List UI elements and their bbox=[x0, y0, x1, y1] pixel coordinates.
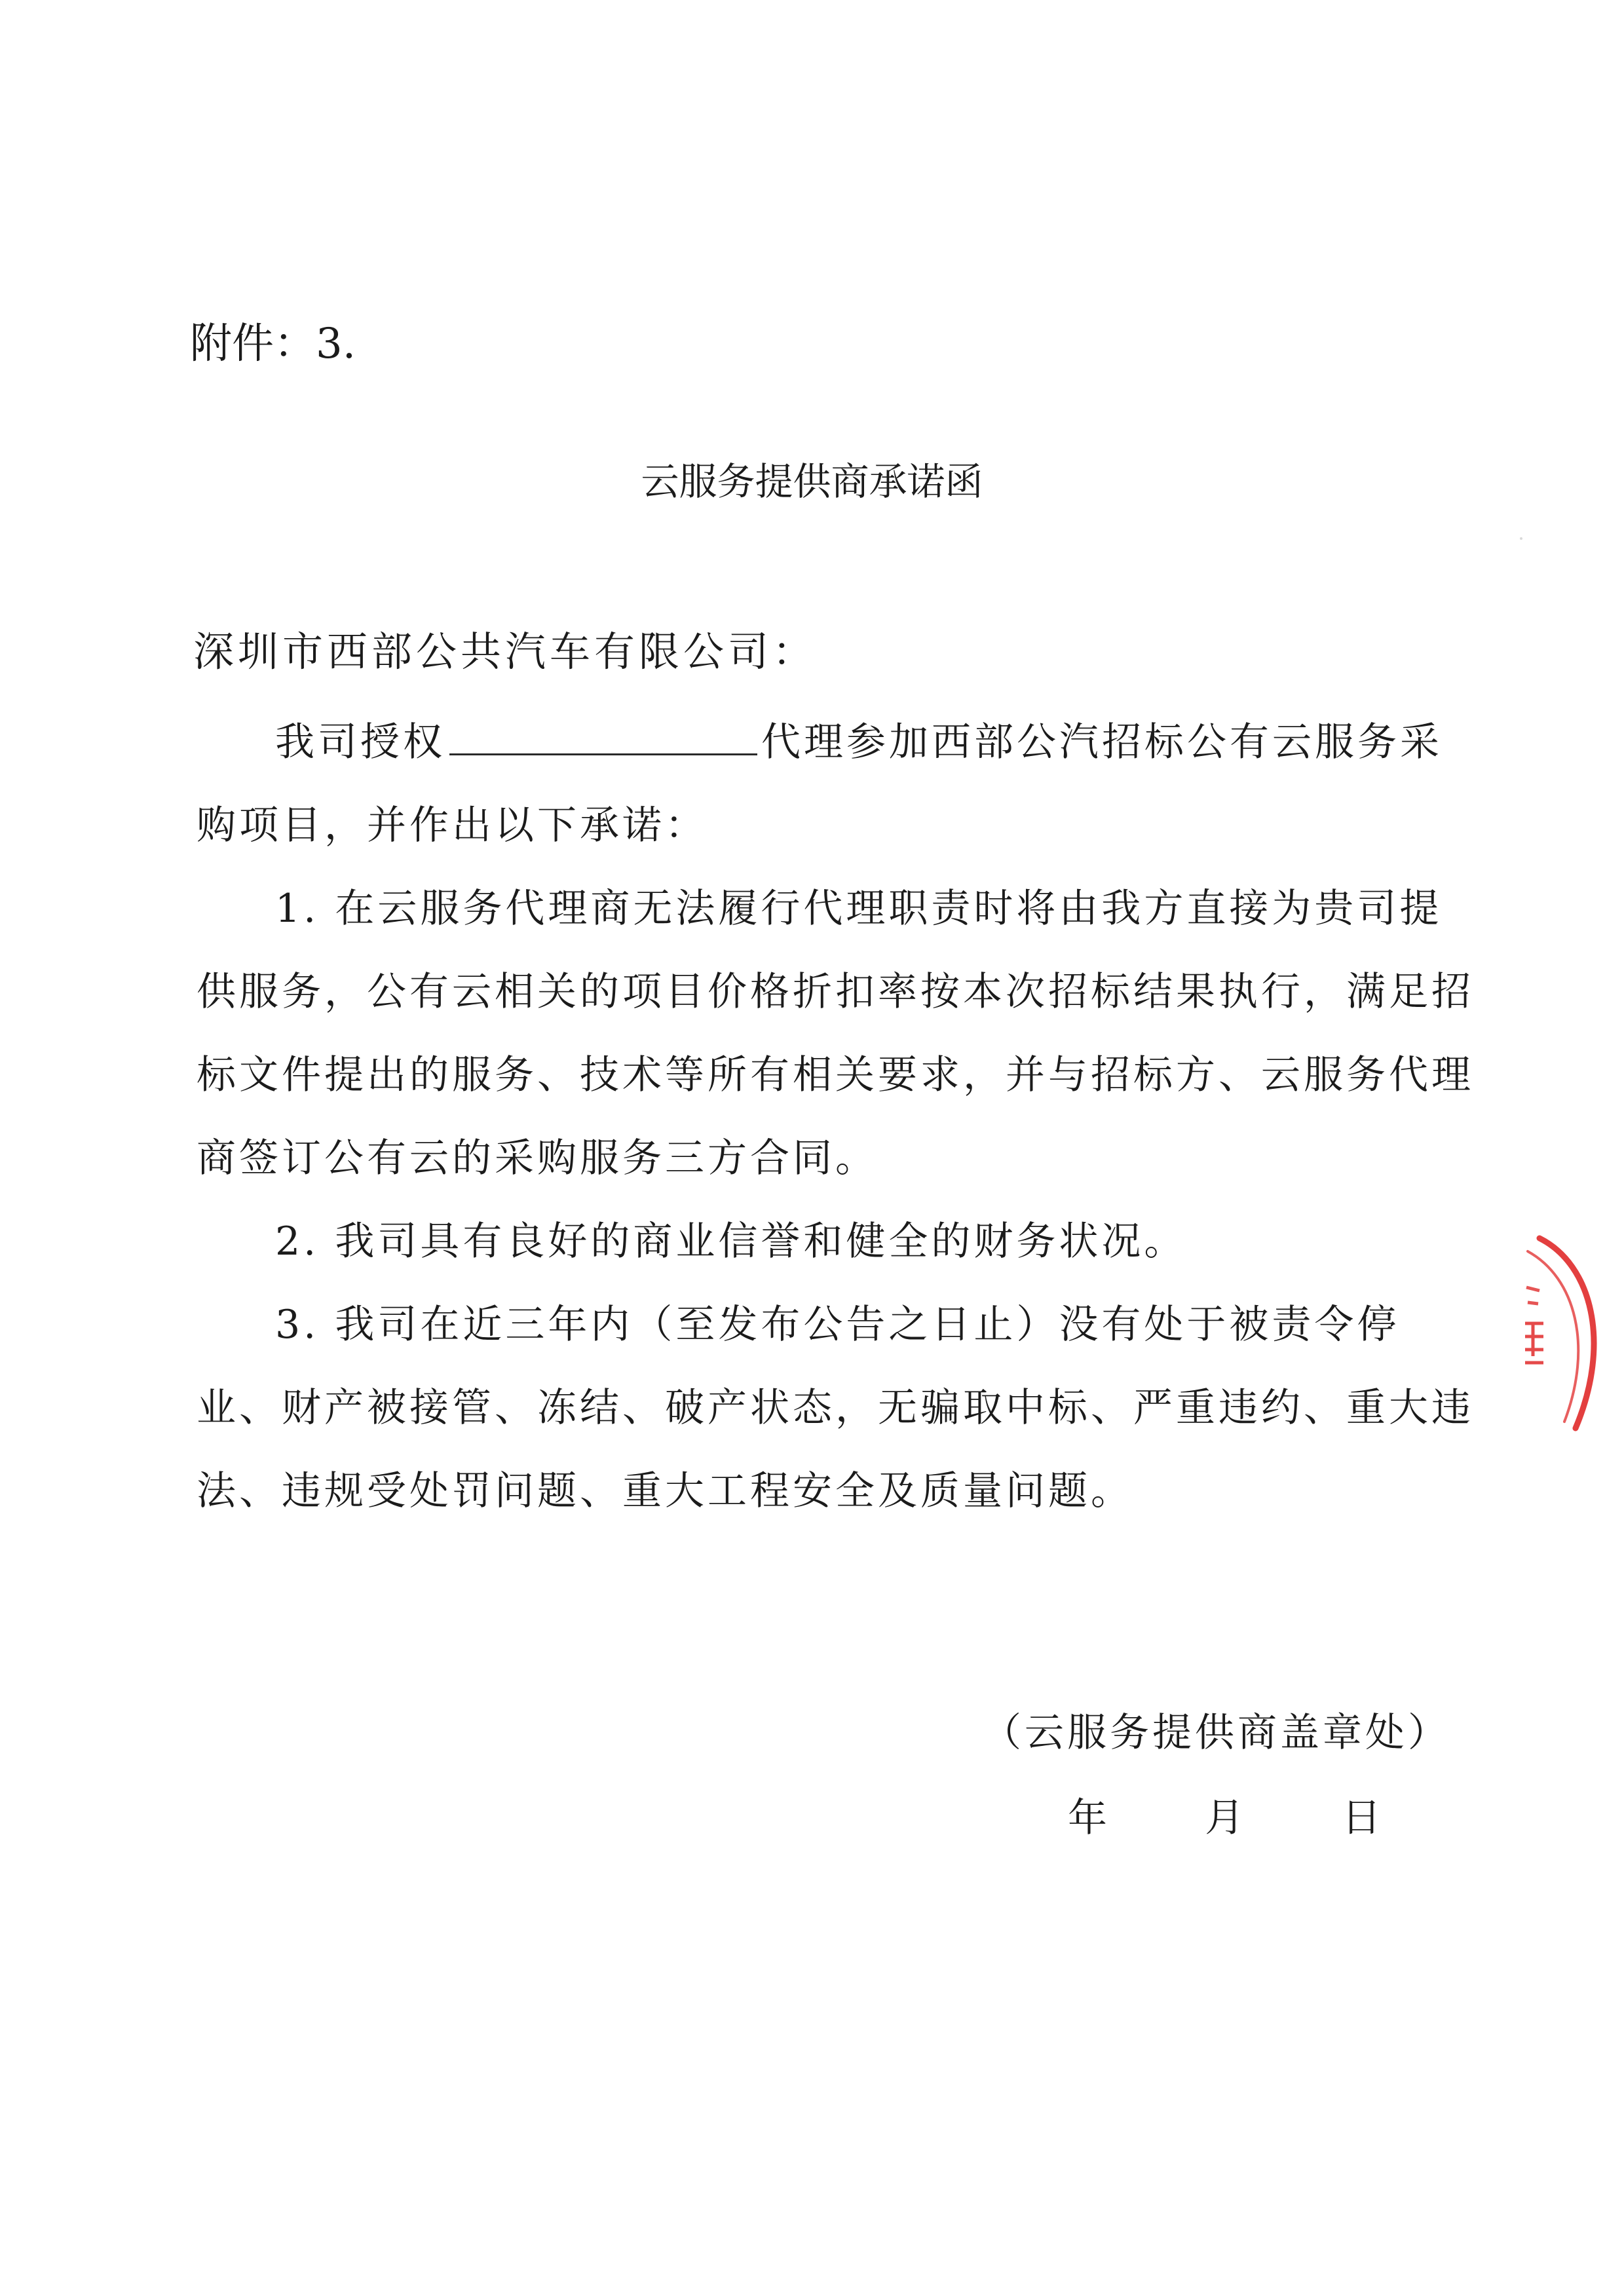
stamp-dot-fragment bbox=[1526, 1287, 1539, 1304]
red-seal-stamp-fragment bbox=[1513, 1225, 1624, 1441]
commitment-item-3: 3. 我司在近三年内（至发布公告之日止）没有处于被责令停业、财产被接管、冻结、破产状态，无骗取中标、严重违约、重大违法、违规受处罚问题、重大工程安全及质量问题。 bbox=[197, 1302, 1474, 1514]
document-title: 云服务提供商承诺函 bbox=[641, 459, 983, 504]
commitment-item-1: 1. 在云服务代理商无法履行代理职责时将由我方直接为贵司提供服务，公有云相关的项目价格折扣率按本次招标结果执行，满足招标文件提出的服务、技术等所有相关要求，并与招标方、云服务代理商签订公有云的采购服务三方合同。 bbox=[197, 886, 1474, 1181]
letter-body bbox=[197, 701, 1474, 1533]
stamp-character-fragment bbox=[1525, 1323, 1543, 1363]
intro-paragraph bbox=[197, 701, 1474, 867]
date-day-label: 日 bbox=[1342, 1795, 1382, 1841]
intro-text-before: 我司授权 bbox=[275, 719, 445, 765]
margin-speck bbox=[1520, 537, 1522, 540]
date-month-label: 月 bbox=[1205, 1795, 1245, 1841]
salutation: 深圳市西部公共汽车有限公司： bbox=[193, 628, 818, 675]
attachment-label: 附件：3. bbox=[190, 320, 356, 368]
intro-text-after: 代理参加西部公汽招标公有云服务采购项目，并作出以下承诺： bbox=[197, 719, 1443, 848]
agent-name-blank bbox=[449, 717, 757, 755]
commitment-item-2: 2. 我司具有良好的商业信誉和健全的财务状况。 bbox=[275, 1219, 1187, 1264]
seal-placeholder-note: （云服务提供商盖章处） bbox=[982, 1710, 1450, 1756]
date-line bbox=[1068, 1789, 1381, 1848]
date-year-label: 年 bbox=[1068, 1795, 1107, 1841]
